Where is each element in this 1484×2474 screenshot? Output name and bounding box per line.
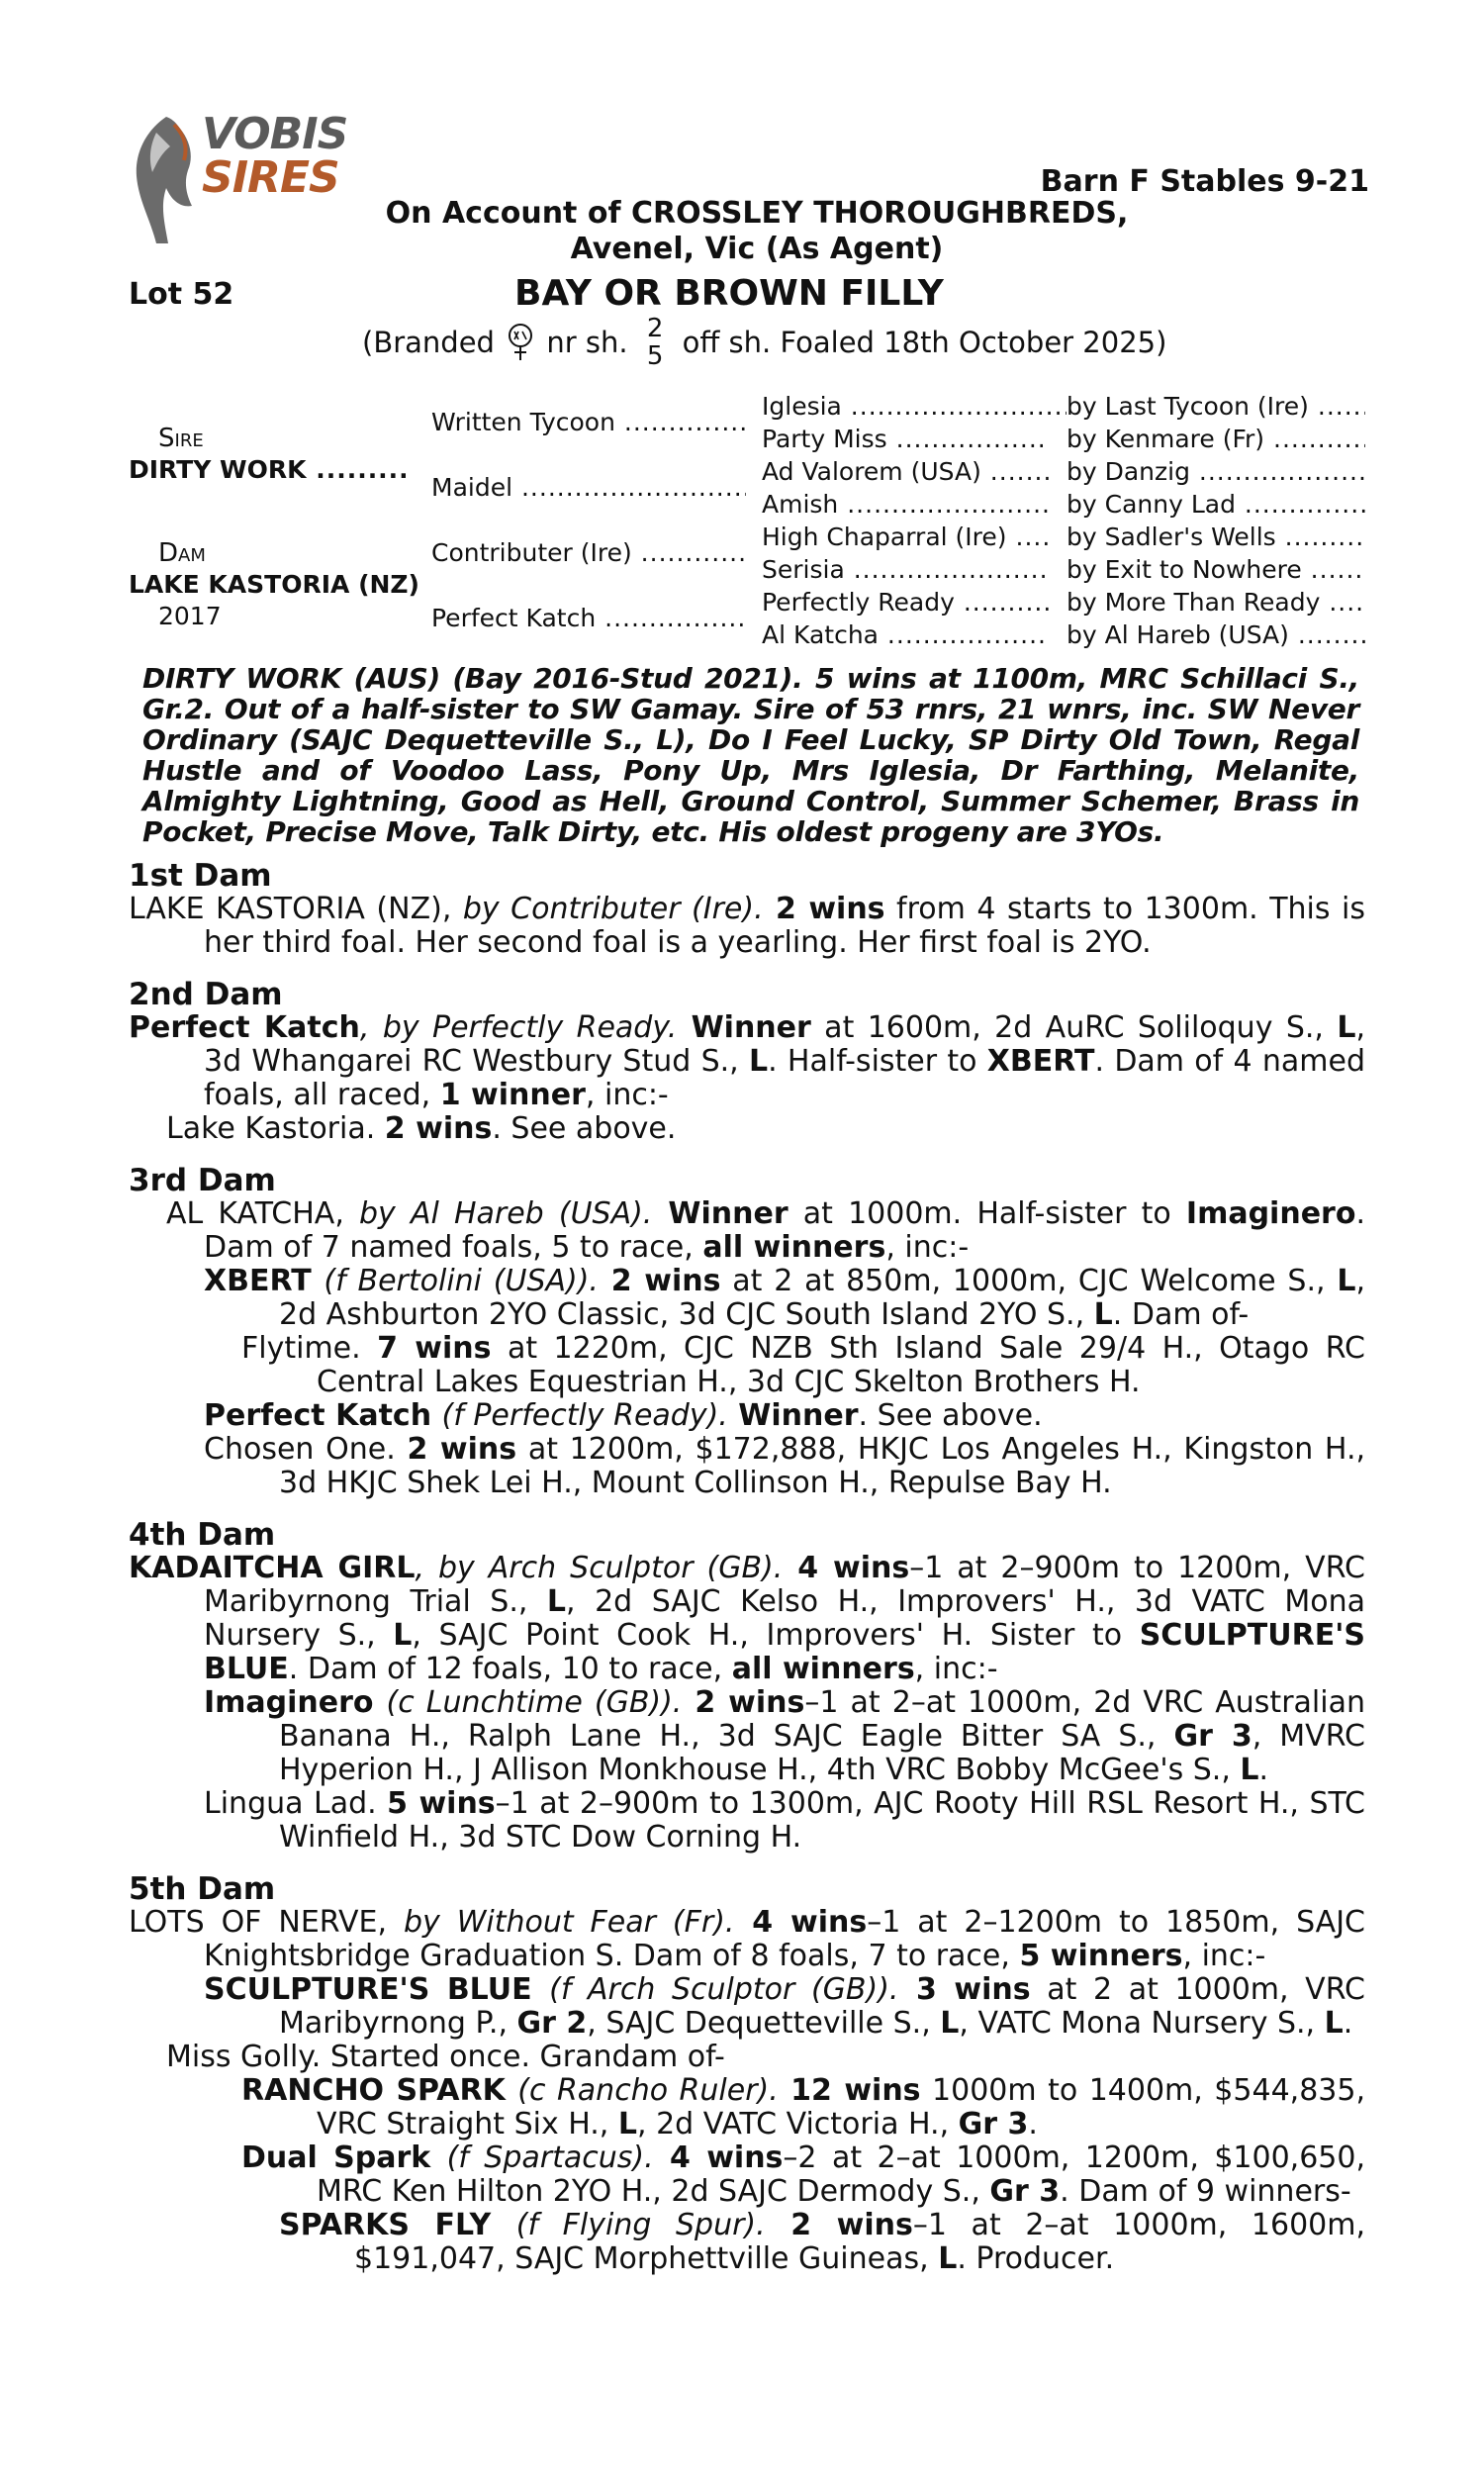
brand-suffix: off sh. Foaled 18th October 2025) <box>682 326 1167 359</box>
brand-fraction <box>647 315 664 370</box>
section-title-3rd-dam: 3rd Dam <box>129 1163 276 1198</box>
sire-name: DIRTY WORK ..... <box>129 455 406 484</box>
vobis-sires-logo <box>127 109 348 249</box>
gen2-dam-dam: Perfect Katch ..... <box>431 604 746 632</box>
logo-text-line1: VOBIS <box>202 109 348 159</box>
vendor-line1: On Account of CROSSLEY THOROUGHBREDS, <box>385 196 1129 231</box>
vendor-account <box>366 196 1148 267</box>
dam3-entry: AL KATCHA, by Al Hareb (USA). Winner at 1000m. Half-sister to Imaginero. Dam of 7 named foals, 5 to race, all winners, inc:- <box>166 1196 1365 1265</box>
gen3-row5: High Chaparral (Ire) ..... <box>762 523 1049 551</box>
sire-summary: DIRTY WORK (AUS) (Bay 2016-Stud 2021). 5 wins at 1100m, MRC Schillaci S., Gr.2. Out of a half-sister to SW Gamay. Sire of 53 rnrs, 21 wnrs, inc. SW Never Ordinary (SAJC Dequetteville S., L), Do I Feel Lucky, SP Dirty Old Town, Regal Hustle and of Voodoo Lass, Pony Up, Mrs Iglesia, Dr Farthing, Melanite, Almighty Lightning, Good as Hell, Ground Control, Summer Schemer, Brass in Pocket, Precise Move, Talk Dirty, etc. His oldest progeny are 3YOs. <box>142 662 1359 848</box>
dam-label: Dam <box>158 538 206 568</box>
horse-title: BAY OR BROWN FILLY <box>514 273 944 314</box>
brand-mid: nr sh. <box>546 326 628 359</box>
dam-name: LAKE KASTORIA (NZ) <box>129 570 419 599</box>
dam5-progeny-miss-golly: Miss Golly. Started once. Grandam of- <box>166 2040 725 2074</box>
gen4-row7: by More Than Ready ..... <box>1067 588 1365 617</box>
logo-text-line2: SIRES <box>202 152 339 203</box>
barn-location: Barn F Stables 9-21 <box>1040 164 1369 199</box>
gen4-row8: by Al Hareb (USA) ..... <box>1067 620 1365 649</box>
gen3-row3: Ad Valorem (USA) ..... <box>762 457 1049 486</box>
gen4-row3: by Danzig ..... <box>1067 457 1365 486</box>
brand-prefix: (Branded <box>362 326 495 359</box>
dam3-progeny-perfect-katch: Perfect Katch (f Perfectly Ready). Winner. See above. <box>204 1398 1043 1433</box>
dam4-entry: KADAITCHA GIRL, by Arch Sculptor (GB). 4 wins–1 at 2–900m to 1200m, VRC Maribyrnong Trial S., L, 2d SAJC Kelso H., Improvers' H., 3d VATC Mona Nursery S., L, SAJC Point Cook H., Improvers' H. Sister to SCULPTURE'S BLUE. Dam of 12 foals, 10 to race, all winners, inc:- <box>129 1551 1366 1686</box>
sire-label: Sire <box>158 424 204 453</box>
dam5-grandprogeny-dual-spark: Dual Spark (f Spartacus). 4 wins–2 at 2–at 1000m, 1200m, $100,650, MRC Ken Hilton 2YO H., 2d SAJC Dermody S., Gr 3. Dam of 9 winners- <box>241 2141 1366 2209</box>
dam4-progeny-imaginero: Imaginero (c Lunchtime (GB)). 2 wins–1 at 2–at 1000m, 2d VRC Australian Banana H., Ralph Lane H., 3d SAJC Eagle Bitter SA S., Gr 3, MVRC Hyperion H., J Allison Monkhouse H., 4th VRC Bobby McGee's S., L. <box>204 1685 1365 1787</box>
fraction-denominator: 5 <box>646 341 664 371</box>
vendor-line2: Avenel, Vic (As Agent) <box>570 232 944 266</box>
gen3-row8: Al Katcha ..... <box>762 620 1049 649</box>
dam5-grandprogeny-rancho-spark: RANCHO SPARK (c Rancho Ruler). 12 wins 1000m to 1400m, $544,835, VRC Straight Six H., L, 2d VATC Victoria H., Gr 3. <box>241 2073 1365 2141</box>
gen2-sire-sire: Written Tycoon ..... <box>431 408 746 436</box>
dam-foaled-year: 2017 <box>158 602 222 630</box>
gen3-row7: Perfectly Ready ..... <box>762 588 1049 617</box>
dam5-progeny-sculptures-blue: SCULPTURE'S BLUE (f Arch Sculptor (GB)). 3 wins at 2 at 1000m, VRC Maribyrnong P., Gr 2, SAJC Dequetteville S., L, VATC Mona Nursery S., L. <box>204 1972 1365 2041</box>
dam5-entry: LOTS OF NERVE, by Without Fear (Fr). 4 wins–1 at 2–1200m to 1850m, SAJC Knightsbridge Graduation S. Dam of 8 foals, 7 to race, 5 winners, inc:- <box>129 1905 1366 1973</box>
gen3-row4: Amish ..... <box>762 490 1049 519</box>
dam4-progeny-lingua-lad: Lingua Lad. 5 wins–1 at 2–900m to 1300m, AJC Rooty Hill RSL Resort H., STC Winfield H., 3d STC Dow Corning H. <box>204 1786 1366 1855</box>
dam2-entry: Perfect Katch, by Perfectly Ready. Winner at 1600m, 2d AuRC Soliloquy S., L, 3d Whangarei RC Westbury Stud S., L. Half-sister to XBERT. Dam of 4 named foals, all raced, 1 winner, inc:- <box>129 1010 1365 1112</box>
section-title-1st-dam: 1st Dam <box>129 858 272 894</box>
gen3-row1: Iglesia ..... <box>762 392 1067 421</box>
gen2-dam-sire: Contributer (Ire) ..... <box>431 538 746 567</box>
dam1-entry: LAKE KASTORIA (NZ), by Contributer (Ire). 2 wins from 4 starts to 1300m. This is her third foal. Her second foal is a yearling. Her first foal is 2YO. <box>129 892 1365 960</box>
gen2-sire-dam: Maidel ..... <box>431 473 746 502</box>
dam2-progeny-lake-kastoria: Lake Kastoria. 2 wins. See above. <box>166 1111 677 1146</box>
brand-line <box>362 315 1166 370</box>
gen4-row2: by Kenmare (Fr) ..... <box>1067 425 1365 453</box>
family-sections <box>129 859 1365 2276</box>
gen4-row1: by Last Tycoon (Ire) ..... <box>1067 392 1365 421</box>
section-title-5th-dam: 5th Dam <box>129 1871 276 1907</box>
gen3-row6: Serisia ..... <box>762 555 1049 584</box>
gen4-row4: by Canny Lad ..... <box>1067 490 1365 519</box>
fraction-numerator: 2 <box>646 314 664 343</box>
pedigree-table <box>129 390 1365 657</box>
lot-number: Lot 52 <box>129 277 234 312</box>
dam3-progeny-xbert: XBERT (f Bertolini (USA)). 2 wins at 2 at 850m, 1000m, CJC Welcome S., L, 2d Ashburton 2YO Classic, 3d CJC South Island 2YO S., L. Dam of- <box>204 1264 1365 1332</box>
gen4-row6: by Exit to Nowhere ..... <box>1067 555 1365 584</box>
horse-head-logo-icon <box>127 111 206 249</box>
dam3-progeny-chosen-one: Chosen One. 2 wins at 1200m, $172,888, HKJC Los Angeles H., Kingston H., 3d HKJC Shek Lei H., Mount Collinson H., Repulse Bay H. <box>204 1432 1366 1500</box>
dam3-progeny-flytime: Flytime. 7 wins at 1220m, CJC NZB Sth Island Sale 29/4 H., Otago RC Central Lakes Equestrian H., 3d CJC Skelton Brothers H. <box>241 1331 1365 1399</box>
section-title-2nd-dam: 2nd Dam <box>129 977 283 1012</box>
brand-mark-icon <box>504 323 537 362</box>
section-title-4th-dam: 4th Dam <box>129 1517 276 1553</box>
gen4-row5: by Sadler's Wells ..... <box>1067 523 1365 551</box>
gen3-row2: Party Miss ..... <box>762 425 1049 453</box>
dam5-greatgrandprogeny-sparks-fly: SPARKS FLY (f Flying Spur). 2 wins–1 at 2–at 1000m, 1600m, $191,047, SAJC Morphettville Guineas, L. Producer. <box>279 2208 1366 2276</box>
